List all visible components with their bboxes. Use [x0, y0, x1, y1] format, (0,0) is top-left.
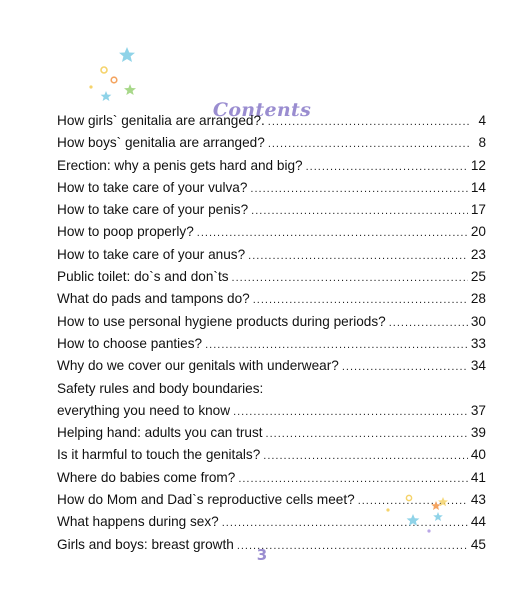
toc-entry-page: 39 [470, 425, 486, 441]
toc-entry-page: 23 [470, 246, 486, 262]
leader-dots [232, 272, 468, 284]
leader-dots [268, 138, 469, 150]
leader-dots [238, 473, 468, 485]
toc-entry-page: 12 [470, 157, 486, 173]
star-icon [433, 512, 443, 521]
toc-entry-page: 43 [470, 492, 486, 508]
dot-icon [101, 67, 107, 73]
leader-dots [233, 406, 468, 418]
toc-entry-page: 28 [470, 291, 486, 307]
toc-entry-title: Public toilet: do`s and don`ts [57, 269, 229, 285]
toc-entry [57, 314, 486, 336]
toc-entry-page: 34 [470, 358, 486, 374]
leader-dots [306, 161, 468, 173]
toc-entry-page: 33 [470, 335, 486, 351]
toc-entry-page: 25 [470, 269, 486, 285]
toc-entry [57, 336, 486, 358]
toc-entry-title: Helping hand: adults you can trust [57, 425, 263, 441]
toc-entry-title: What do pads and tampons do? [57, 291, 250, 307]
leader-dots [268, 116, 469, 128]
star-icon [119, 47, 135, 62]
toc-entry [57, 180, 486, 202]
toc-entry [57, 247, 486, 269]
star-icon [407, 514, 420, 526]
toc-entry-page: 41 [470, 469, 486, 485]
toc-entry-page: 14 [470, 179, 486, 195]
toc-entry-title: How to use personal hygiene products during periods? [57, 313, 386, 329]
dot-icon [111, 77, 117, 83]
toc-entry [57, 158, 486, 180]
toc-entry-page: 4 [478, 113, 486, 128]
leader-dots [342, 361, 468, 373]
toc-entry [57, 113, 486, 135]
toc-entry-title: What happens during sex? [57, 514, 219, 530]
leader-dots [389, 317, 468, 329]
leader-dots [266, 428, 468, 440]
leader-dots [197, 227, 468, 239]
toc-entry-title: Erection: why a penis gets hard and big? [57, 157, 303, 173]
leader-dots [253, 294, 468, 306]
leader-dots [248, 250, 468, 262]
toc-entry [57, 358, 486, 380]
toc-entry-title: How girls` genitalia are arranged?. [57, 113, 265, 128]
toc-entry [57, 425, 486, 447]
toc-entry-title: Why do we cover our genitals with underwear? [57, 358, 339, 374]
dot-icon [427, 529, 430, 532]
toc-entry [57, 447, 486, 469]
leader-dots [250, 183, 467, 195]
toc-entry-title: How do Mom and Dad`s reproductive cells meet? [57, 492, 355, 508]
toc-entry-title: How to take care of your anus? [57, 246, 246, 262]
toc-entry-page: 44 [470, 514, 486, 530]
toc-entry-title: everything you need to know [57, 402, 231, 418]
dot-icon [386, 508, 389, 511]
toc-entry-title: Is it harmful to touch the genitals? [57, 447, 261, 463]
leader-dots [205, 339, 468, 351]
toc-entry-title: Girls and boys: breast growth [57, 536, 234, 552]
star-cluster-bottom-right-icon [380, 488, 460, 538]
toc-entry-title: How to take care of your penis? [57, 202, 249, 218]
page-number: 3 [256, 546, 268, 564]
leader-dots [263, 450, 468, 462]
toc-entry-page: 45 [470, 536, 486, 552]
toc-entry [57, 403, 486, 425]
toc-entry-page: 8 [478, 135, 486, 151]
toc-entry-title: Where do babies come from? [57, 469, 236, 485]
toc-entry-page: 40 [470, 447, 486, 463]
toc-entry-title: How to take care of your vulva? [57, 179, 248, 195]
toc-entry-page: 20 [470, 224, 486, 240]
dot-icon [406, 495, 411, 500]
toc-entry [57, 381, 486, 403]
toc-entry-title: How to choose panties? [57, 335, 203, 351]
toc-entry [57, 202, 486, 224]
page-title: Contents [212, 98, 312, 121]
dot-icon [89, 85, 92, 88]
toc-entry [57, 224, 486, 246]
leader-dots [251, 205, 468, 217]
star-icon [124, 84, 136, 95]
toc-entry-page: 17 [470, 202, 486, 218]
toc-entry [57, 135, 486, 157]
toc-entry-page: 37 [470, 402, 486, 418]
toc-entry-page: 30 [470, 313, 486, 329]
star-icon [431, 501, 441, 510]
toc-entry-title: Safety rules and body boundaries: [57, 380, 264, 396]
toc-entry-title: How to poop properly? [57, 224, 194, 240]
toc-entry-title: How boys` genitalia are arranged? [57, 135, 265, 151]
toc-entry [57, 269, 486, 291]
toc-entry [57, 291, 486, 313]
